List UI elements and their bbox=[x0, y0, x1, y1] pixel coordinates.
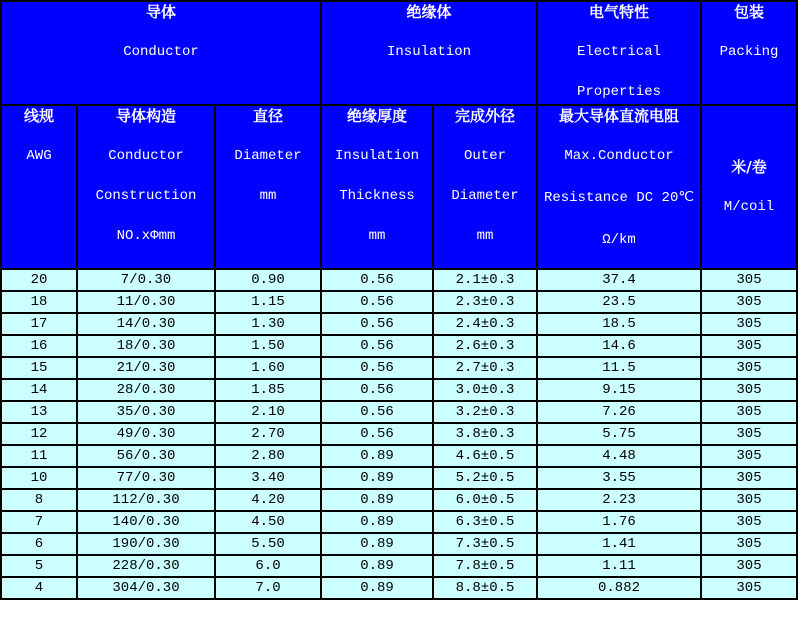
header-conductor bbox=[1, 1, 321, 105]
cell-thickness: 0.56 bbox=[321, 291, 433, 313]
header-meters bbox=[701, 105, 797, 269]
header-packing bbox=[701, 1, 797, 105]
header-electrical bbox=[537, 1, 701, 105]
cell-resistance: 4.48 bbox=[537, 445, 701, 467]
cell-construction: 56/0.30 bbox=[77, 445, 215, 467]
cell-diameter: 1.30 bbox=[215, 313, 321, 335]
cell-diameter: 2.80 bbox=[215, 445, 321, 467]
cell-awg: 20 bbox=[1, 269, 77, 291]
cell-diameter: 2.10 bbox=[215, 401, 321, 423]
header-packing-en: Packing bbox=[719, 44, 779, 60]
table-row bbox=[1, 379, 797, 401]
header-awg-en: AWG bbox=[26, 148, 52, 164]
cell-thickness: 0.56 bbox=[321, 401, 433, 423]
header-thickness-cn: 绝缘厚度 bbox=[346, 107, 407, 125]
cell-resistance: 3.55 bbox=[537, 467, 701, 489]
header-conductor-en: Conductor bbox=[123, 44, 199, 60]
cell-awg: 10 bbox=[1, 467, 77, 489]
table-header bbox=[1, 1, 797, 269]
cell-resistance: 23.5 bbox=[537, 291, 701, 313]
cell-packing: 305 bbox=[701, 291, 797, 313]
table-row bbox=[1, 357, 797, 379]
header-insulation-en: Insulation bbox=[387, 44, 472, 60]
cell-thickness: 0.89 bbox=[321, 489, 433, 511]
header-electrical-cn: 电气特性 bbox=[589, 3, 650, 21]
header-thickness bbox=[321, 105, 433, 269]
cell-construction: 11/0.30 bbox=[77, 291, 215, 313]
table-body bbox=[1, 269, 797, 599]
cell-resistance: 37.4 bbox=[537, 269, 701, 291]
cell-thickness: 0.56 bbox=[321, 357, 433, 379]
cell-outer: 2.1±0.3 bbox=[433, 269, 537, 291]
header-outer-en2: Diameter bbox=[451, 188, 519, 204]
cell-thickness: 0.89 bbox=[321, 555, 433, 577]
cell-awg: 6 bbox=[1, 533, 77, 555]
header-diameter bbox=[215, 105, 321, 269]
table-row bbox=[1, 423, 797, 445]
cell-construction: 49/0.30 bbox=[77, 423, 215, 445]
cell-diameter: 6.0 bbox=[215, 555, 321, 577]
header-awg-cn: 线规 bbox=[23, 107, 54, 125]
header-resistance bbox=[537, 105, 701, 269]
cell-packing: 305 bbox=[701, 555, 797, 577]
cell-construction: 140/0.30 bbox=[77, 511, 215, 533]
cell-construction: 190/0.30 bbox=[77, 533, 215, 555]
cell-diameter: 2.70 bbox=[215, 423, 321, 445]
cell-awg: 13 bbox=[1, 401, 77, 423]
cell-resistance: 1.76 bbox=[537, 511, 701, 533]
cell-outer: 4.6±0.5 bbox=[433, 445, 537, 467]
cell-thickness: 0.56 bbox=[321, 423, 433, 445]
table-row bbox=[1, 335, 797, 357]
cell-outer: 2.4±0.3 bbox=[433, 313, 537, 335]
cell-thickness: 0.89 bbox=[321, 577, 433, 599]
cell-awg: 14 bbox=[1, 379, 77, 401]
cell-construction: 28/0.30 bbox=[77, 379, 215, 401]
table-row bbox=[1, 511, 797, 533]
cell-construction: 228/0.30 bbox=[77, 555, 215, 577]
cell-packing: 305 bbox=[701, 533, 797, 555]
cell-packing: 305 bbox=[701, 423, 797, 445]
header-thickness-unit: mm bbox=[368, 228, 386, 244]
cell-awg: 16 bbox=[1, 335, 77, 357]
cell-resistance: 2.23 bbox=[537, 489, 701, 511]
header-construction-en1: Conductor bbox=[108, 148, 184, 164]
cell-outer: 3.8±0.3 bbox=[433, 423, 537, 445]
cell-diameter: 0.90 bbox=[215, 269, 321, 291]
header-outer bbox=[433, 105, 537, 269]
header-group-row bbox=[1, 1, 797, 105]
cell-outer: 3.0±0.3 bbox=[433, 379, 537, 401]
table-row bbox=[1, 489, 797, 511]
cell-construction: 18/0.30 bbox=[77, 335, 215, 357]
table-row bbox=[1, 291, 797, 313]
cell-packing: 305 bbox=[701, 511, 797, 533]
header-column-row bbox=[1, 105, 797, 269]
cell-construction: 7/0.30 bbox=[77, 269, 215, 291]
cell-awg: 18 bbox=[1, 291, 77, 313]
cell-packing: 305 bbox=[701, 401, 797, 423]
cell-awg: 15 bbox=[1, 357, 77, 379]
cell-awg: 11 bbox=[1, 445, 77, 467]
header-electrical-en1: Electrical bbox=[577, 44, 662, 60]
cell-packing: 305 bbox=[701, 379, 797, 401]
cell-packing: 305 bbox=[701, 313, 797, 335]
header-outer-cn: 完成外径 bbox=[455, 107, 516, 125]
header-thickness-en1: Insulation bbox=[334, 148, 419, 164]
cell-thickness: 0.89 bbox=[321, 533, 433, 555]
header-resistance-en2: Resistance DC 20℃ bbox=[543, 190, 695, 206]
cell-resistance: 11.5 bbox=[537, 357, 701, 379]
header-construction-cn: 导体构造 bbox=[115, 107, 176, 125]
header-resistance-unit: Ω/km bbox=[602, 232, 636, 248]
header-outer-unit: mm bbox=[476, 228, 494, 244]
cell-construction: 21/0.30 bbox=[77, 357, 215, 379]
cell-outer: 8.8±0.5 bbox=[433, 577, 537, 599]
table-row bbox=[1, 313, 797, 335]
table-row bbox=[1, 467, 797, 489]
cell-resistance: 5.75 bbox=[537, 423, 701, 445]
cell-packing: 305 bbox=[701, 269, 797, 291]
cell-resistance: 14.6 bbox=[537, 335, 701, 357]
header-conductor-cn: 导体 bbox=[145, 3, 176, 21]
cell-diameter: 5.50 bbox=[215, 533, 321, 555]
cell-thickness: 0.56 bbox=[321, 379, 433, 401]
cell-awg: 7 bbox=[1, 511, 77, 533]
cell-resistance: 7.26 bbox=[537, 401, 701, 423]
cell-packing: 305 bbox=[701, 335, 797, 357]
cell-diameter: 1.85 bbox=[215, 379, 321, 401]
cell-resistance: 1.41 bbox=[537, 533, 701, 555]
cell-outer: 6.0±0.5 bbox=[433, 489, 537, 511]
header-packing-cn: 包装 bbox=[734, 3, 765, 21]
cell-construction: 14/0.30 bbox=[77, 313, 215, 335]
cell-resistance: 18.5 bbox=[537, 313, 701, 335]
header-outer-en1: Outer bbox=[464, 148, 507, 164]
table-row bbox=[1, 401, 797, 423]
cell-outer: 7.3±0.5 bbox=[433, 533, 537, 555]
cell-outer: 5.2±0.5 bbox=[433, 467, 537, 489]
cell-construction: 304/0.30 bbox=[77, 577, 215, 599]
header-resistance-en1: Max.Conductor bbox=[564, 148, 674, 164]
cell-awg: 5 bbox=[1, 555, 77, 577]
header-diameter-en: Diameter bbox=[234, 148, 302, 164]
header-construction bbox=[77, 105, 215, 269]
cell-awg: 8 bbox=[1, 489, 77, 511]
table-row bbox=[1, 269, 797, 291]
cell-outer: 7.8±0.5 bbox=[433, 555, 537, 577]
cell-resistance: 1.11 bbox=[537, 555, 701, 577]
cell-resistance: 9.15 bbox=[537, 379, 701, 401]
header-meters-cn: 米/卷 bbox=[731, 158, 767, 176]
cell-outer: 2.3±0.3 bbox=[433, 291, 537, 313]
cell-diameter: 1.60 bbox=[215, 357, 321, 379]
header-thickness-en2: Thickness bbox=[339, 188, 415, 204]
header-resistance-cn: 最大导体直流电阻 bbox=[559, 107, 680, 125]
cell-construction: 112/0.30 bbox=[77, 489, 215, 511]
cell-thickness: 0.56 bbox=[321, 335, 433, 357]
table-row bbox=[1, 555, 797, 577]
cell-awg: 17 bbox=[1, 313, 77, 335]
cell-construction: 77/0.30 bbox=[77, 467, 215, 489]
cell-thickness: 0.56 bbox=[321, 269, 433, 291]
header-awg bbox=[1, 105, 77, 269]
cell-construction: 35/0.30 bbox=[77, 401, 215, 423]
cell-outer: 6.3±0.5 bbox=[433, 511, 537, 533]
cell-packing: 305 bbox=[701, 489, 797, 511]
cell-diameter: 1.50 bbox=[215, 335, 321, 357]
cell-diameter: 7.0 bbox=[215, 577, 321, 599]
table-row bbox=[1, 533, 797, 555]
cell-packing: 305 bbox=[701, 467, 797, 489]
header-meters-en: M/coil bbox=[723, 199, 775, 215]
cell-diameter: 4.50 bbox=[215, 511, 321, 533]
table-row bbox=[1, 445, 797, 467]
cell-awg: 4 bbox=[1, 577, 77, 599]
header-insulation bbox=[321, 1, 537, 105]
header-electrical-en2: Properties bbox=[577, 84, 662, 100]
header-construction-en2: Construction bbox=[95, 188, 197, 204]
cell-packing: 305 bbox=[701, 357, 797, 379]
cell-thickness: 0.89 bbox=[321, 445, 433, 467]
header-diameter-cn: 直径 bbox=[252, 107, 283, 125]
cell-diameter: 1.15 bbox=[215, 291, 321, 313]
cell-awg: 12 bbox=[1, 423, 77, 445]
table-row bbox=[1, 577, 797, 599]
cell-resistance: 0.882 bbox=[537, 577, 701, 599]
header-construction-unit: NO.xΦmm bbox=[116, 228, 176, 244]
cell-outer: 2.7±0.3 bbox=[433, 357, 537, 379]
header-diameter-unit: mm bbox=[259, 188, 277, 204]
cell-packing: 305 bbox=[701, 445, 797, 467]
cell-packing: 305 bbox=[701, 577, 797, 599]
cell-thickness: 0.89 bbox=[321, 467, 433, 489]
header-insulation-cn: 绝缘体 bbox=[406, 3, 452, 21]
cell-thickness: 0.89 bbox=[321, 511, 433, 533]
cell-outer: 3.2±0.3 bbox=[433, 401, 537, 423]
cell-diameter: 3.40 bbox=[215, 467, 321, 489]
cell-outer: 2.6±0.3 bbox=[433, 335, 537, 357]
cell-thickness: 0.56 bbox=[321, 313, 433, 335]
cell-diameter: 4.20 bbox=[215, 489, 321, 511]
